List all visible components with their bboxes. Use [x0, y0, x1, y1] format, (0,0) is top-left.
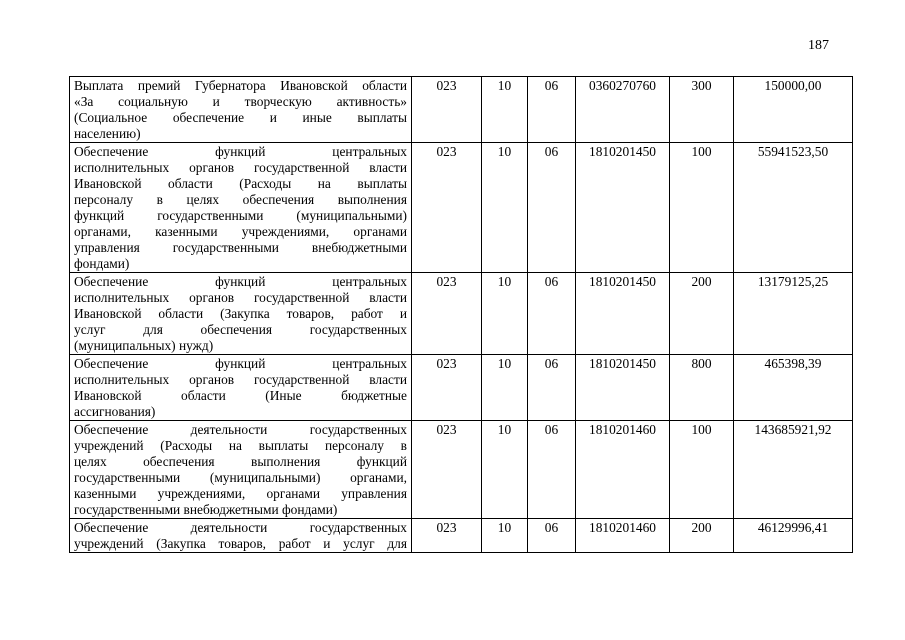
table-row	[70, 143, 853, 273]
description-line: Ивановской области (Закупка товаров, работ и	[74, 306, 407, 321]
expense-type-cell: 800	[670, 355, 734, 421]
section-code-cell: 10	[482, 519, 528, 553]
budget-table	[69, 76, 853, 553]
table-row	[70, 421, 853, 519]
subsection-code-cell: 06	[528, 519, 576, 553]
amount-cell: 465398,39	[734, 355, 853, 421]
subsection-code-cell: 06	[528, 273, 576, 355]
description-line: исполнительных органов государственной власти	[74, 160, 407, 175]
description-line: фондами)	[74, 256, 130, 271]
description-line: Обеспечение деятельности государственных	[74, 422, 407, 437]
table-row	[70, 77, 853, 143]
expense-type-cell: 300	[670, 77, 734, 143]
amount-cell: 46129996,41	[734, 519, 853, 553]
admin-code-cell: 023	[412, 519, 482, 553]
description-line: целях обеспечения выполнения функций	[74, 454, 407, 469]
admin-code-cell: 023	[412, 421, 482, 519]
expense-type-cell: 200	[670, 519, 734, 553]
subsection-code-cell: 06	[528, 355, 576, 421]
expense-description-cell	[70, 77, 412, 143]
table-row	[70, 519, 853, 553]
target-article-cell: 0360270760	[576, 77, 670, 143]
section-code-cell: 10	[482, 421, 528, 519]
section-code-cell: 10	[482, 143, 528, 273]
table-row	[70, 273, 853, 355]
target-article-cell: 1810201460	[576, 421, 670, 519]
description-line: Ивановской области (Расходы на выплаты	[74, 176, 407, 191]
description-line: Обеспечение деятельности государственных	[74, 520, 407, 535]
amount-cell: 13179125,25	[734, 273, 853, 355]
description-line: Обеспечение функций центральных	[74, 144, 407, 159]
description-line: ассигнования)	[74, 404, 156, 419]
description-line: органами, казенными учреждениями, органами	[74, 224, 407, 239]
section-code-cell: 10	[482, 77, 528, 143]
description-line: государственными (муниципальными) органами,	[74, 470, 407, 485]
target-article-cell: 1810201460	[576, 519, 670, 553]
expense-type-cell: 200	[670, 273, 734, 355]
description-line: учреждений (Расходы на выплаты персоналу в	[74, 438, 407, 453]
description-line: исполнительных органов государственной власти	[74, 290, 407, 305]
expense-description-cell	[70, 273, 412, 355]
description-line: управления государственными внебюджетными	[74, 240, 407, 255]
description-line: (Социальное обеспечение и иные выплаты	[74, 110, 407, 125]
description-line: населению)	[74, 126, 141, 141]
target-article-cell: 1810201450	[576, 273, 670, 355]
section-code-cell: 10	[482, 273, 528, 355]
description-line: (муниципальных) нужд)	[74, 338, 214, 353]
section-code-cell: 10	[482, 355, 528, 421]
description-line: «За социальную и творческую активность»	[74, 94, 407, 109]
description-line: Обеспечение функций центральных	[74, 356, 407, 371]
expense-description-cell	[70, 421, 412, 519]
description-line: учреждений (Закупка товаров, работ и услуг для	[74, 536, 407, 551]
description-line: функций государственными (муниципальными)	[74, 208, 407, 223]
description-line: исполнительных органов государственной власти	[74, 372, 407, 387]
subsection-code-cell: 06	[528, 77, 576, 143]
subsection-code-cell: 06	[528, 421, 576, 519]
table-body	[70, 77, 853, 553]
description-line: Выплата премий Губернатора Ивановской области	[74, 78, 407, 93]
target-article-cell: 1810201450	[576, 143, 670, 273]
amount-cell: 143685921,92	[734, 421, 853, 519]
expense-type-cell: 100	[670, 143, 734, 273]
description-line: Обеспечение функций центральных	[74, 274, 407, 289]
amount-cell: 150000,00	[734, 77, 853, 143]
description-line: государственными внебюджетными фондами)	[74, 502, 338, 517]
page-number: 187	[808, 38, 829, 53]
expense-description-cell	[70, 355, 412, 421]
admin-code-cell: 023	[412, 273, 482, 355]
description-line: персоналу в целях обеспечения выполнения	[74, 192, 407, 207]
description-line: Ивановской области (Иные бюджетные	[74, 388, 407, 403]
expense-description-cell	[70, 143, 412, 273]
target-article-cell: 1810201450	[576, 355, 670, 421]
subsection-code-cell: 06	[528, 143, 576, 273]
admin-code-cell: 023	[412, 143, 482, 273]
table-row	[70, 355, 853, 421]
admin-code-cell: 023	[412, 77, 482, 143]
expense-description-cell	[70, 519, 412, 553]
expense-type-cell: 100	[670, 421, 734, 519]
description-line: казенными учреждениями, органами управления	[74, 486, 407, 501]
description-line: услуг для обеспечения государственных	[74, 322, 407, 337]
amount-cell: 55941523,50	[734, 143, 853, 273]
admin-code-cell: 023	[412, 355, 482, 421]
